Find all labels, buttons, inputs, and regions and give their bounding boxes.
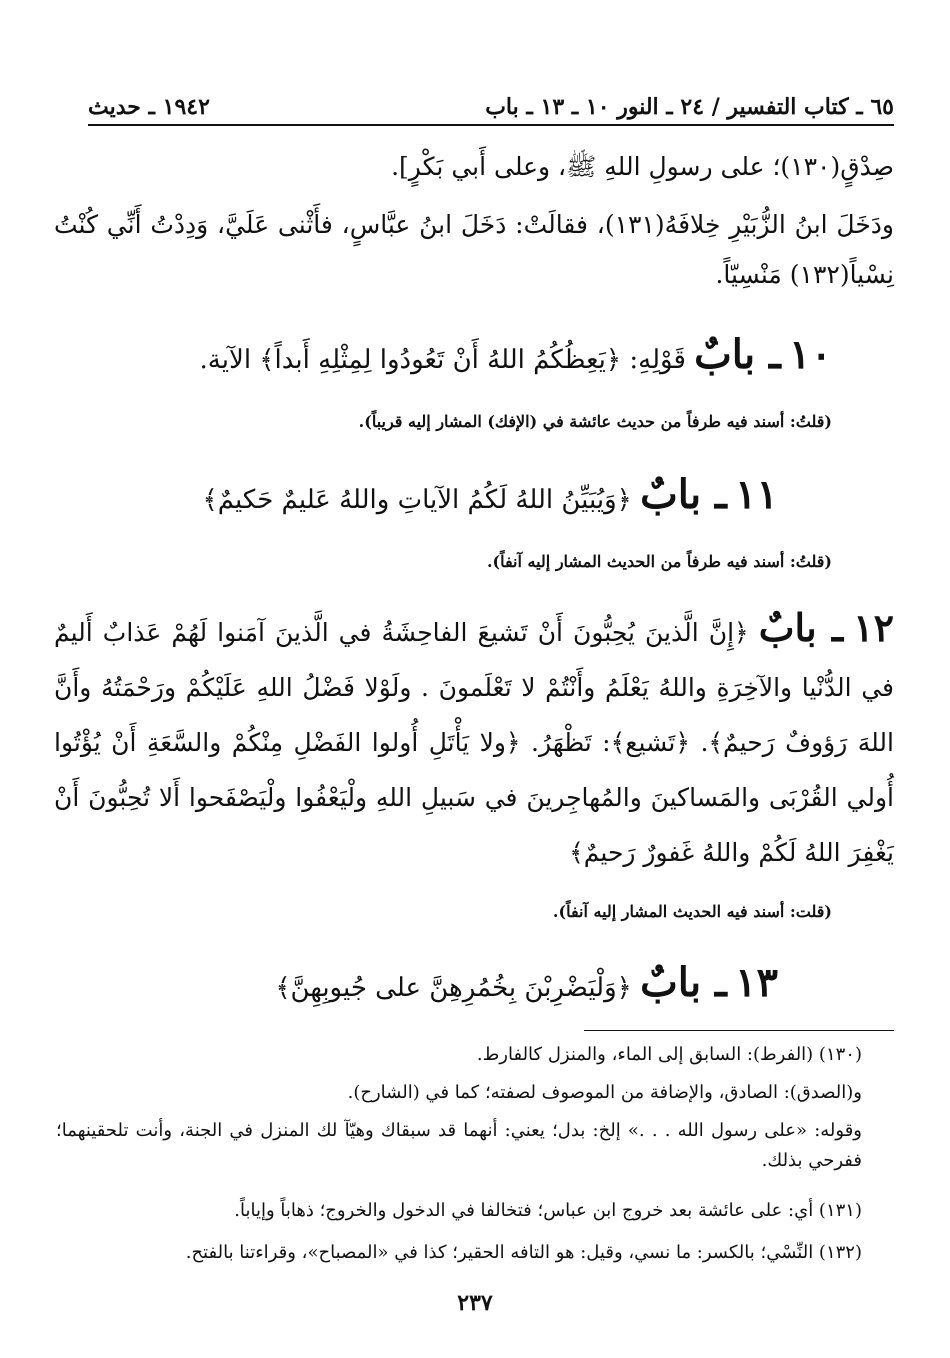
footnote-132: (١٣٢) النِّسْي؛ بالكسر: ما نسي، وقيل: هو التافه الحقير؛ كذا في «المصباح»، وقراءتنا بالفتح. bbox=[185, 1242, 862, 1263]
chapter-12-note: (قلت: أسند فيه الحديث المشار إليه آنفاً). bbox=[552, 902, 832, 921]
chapter-11-heading bbox=[0, 466, 778, 529]
chapter-13-number: ١٣ bbox=[735, 959, 778, 1006]
page-number: ٢٣٧ bbox=[457, 1290, 493, 1316]
footnote-130-line-3: وقوله: «على رسول الله . . .» إلخ: بدل؛ يعني: أنهما قد سبقاك وهيّآ لك المنزل في الجنة، وأنت تلحقينهما؛ ففرحي بذلك. bbox=[56, 1120, 862, 1171]
chapter-12-block bbox=[54, 600, 894, 880]
chapter-10-heading bbox=[52, 326, 832, 389]
chapter-13-word: ـ بابٌ bbox=[640, 959, 727, 1006]
footnote-rule bbox=[584, 1030, 894, 1031]
footnote-130-line-2: و(الصدق): الصادق، والإضافة من الموصوف لصفته؛ كما في (الشارح). bbox=[347, 1082, 862, 1103]
chapter-13-text: ﴿وَلْيَضْرِبْنَ بِخُمُرِهِنَّ على جُيوبِهِنَّ﴾ bbox=[275, 973, 632, 1003]
chapter-12-word: ـ بابٌ bbox=[758, 605, 844, 650]
chapter-13-heading bbox=[0, 954, 778, 1017]
running-head-hadith: ١٩٤٢ ـ حديث bbox=[88, 94, 210, 120]
chapter-10-note: (قلتُ: أسند فيه طرفاً من حديث عائشة في (الإفك) المشار إليه قريباً). bbox=[358, 412, 832, 431]
chapter-12-text: ﴿إِنَّ الَّذينَ يُحِبُّونَ أَنْ تَشيعَ الفاحِشَةُ في الَّذينَ آمَنوا لَهُمْ عَذابٌ أَليمٌ في الدُّنْيا والآخِرَةِ واللهُ يَعْلَمُ وأَنْتُمْ لا تَعْلَمونَ . ولَوْلا فَضْلُ اللهِ عَلَيْكُمْ ورَحْمَتُهُ وأَنَّ اللهَ رَؤوفٌ رَحيمٌ﴾. ﴿تَشيع﴾: تَظْهَرُ. ﴿ولا يَأْتَلِ أُولوا الفَضْلِ مِنْكُمْ والسَّعَةِ أَنْ يُؤْتُوا أُولي القُرْبَى والمَساكينَ والمُهاجِرينَ في سَبيلِ اللهِ ولْيَعْفُوا ولْيَصْفَحوا أَلا تُحِبُّونَ أَنْ يَغْفِرَ اللهُ لَكُمْ واللهُ غَفورٌ رَحيمٌ﴾ bbox=[54, 618, 894, 867]
chapter-10-number: ١٠ bbox=[789, 331, 832, 378]
header-rule bbox=[88, 124, 894, 126]
chapter-12-number: ١٢ bbox=[853, 605, 894, 650]
chapter-10-text: قَوْلِهِ: ﴿يَعِظُكُمُ اللهُ أَنْ تَعُودُوا لِمِثْلِهِ أَبداً﴾ الآية. bbox=[199, 345, 686, 375]
footnote-131: (١٣١) أي: على عائشة بعد خروج ابن عباس؛ فتخالفا في الدخول والخروج؛ ذهاباً وإياباً. bbox=[234, 1200, 862, 1221]
intro-paragraph-2: ودَخَلَ ابنُ الزُّبَيْرِ خِلافَهُ(١٣١)، فقالَتْ: دَخَلَ ابنُ عبَّاسٍ، فأَثْنى عَلَيَّ، وَدِدْتُ أَنِّي كُنْتُ نِسْياً(١٣٢) مَنْسِيّاً. bbox=[54, 210, 894, 289]
chapter-10-word: ـ بابٌ bbox=[694, 331, 781, 378]
running-head-chapter: ٦٥ ـ كتاب التفسير / ٢٤ ـ النور ١٠ ـ ١٣ ـ باب bbox=[485, 94, 894, 120]
chapter-11-number: ١١ bbox=[735, 471, 778, 518]
intro-line-1: صِدْقٍ(١٣٠)؛ على رسولِ اللهِ ﷺ، وعلى أَبي بَكْرٍ]. bbox=[391, 152, 894, 181]
running-head bbox=[88, 80, 894, 120]
footnote-130-line-1: (١٣٠) (الفرط): السابق إلى الماء، والمنزل كالفارط. bbox=[476, 1044, 862, 1065]
chapter-11-text: ﴿وَيُبَيِّنُ اللهُ لَكُمُ الآياتِ واللهُ عَليمٌ حَكيمٌ﴾ bbox=[202, 485, 632, 515]
chapter-11-word: ـ بابٌ bbox=[640, 471, 727, 518]
chapter-11-note: (قلتُ: أسند فيه طرفاً من الحديث المشار إليه آنفاً). bbox=[486, 552, 832, 571]
